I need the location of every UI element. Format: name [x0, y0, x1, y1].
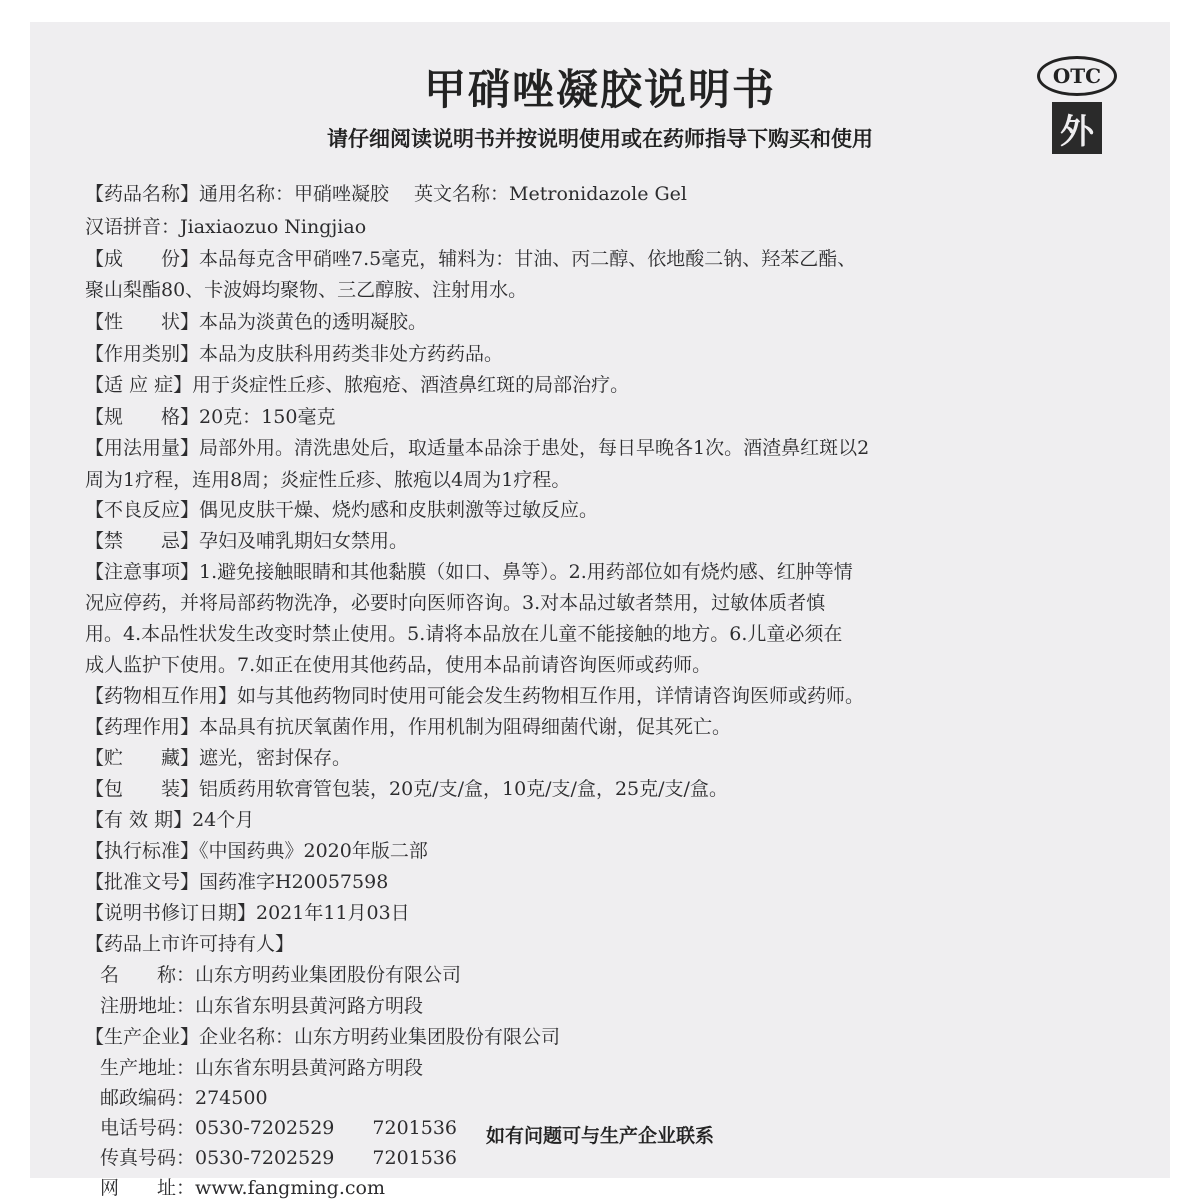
text-line: 【用法用量】局部外用。清洗患处后，取适量本品涂于患处，每日早晚各1次。酒渣鼻红斑以2 [85, 437, 870, 459]
text-line: 【作用类别】本品为皮肤科用药类非处方药药品。 [85, 343, 504, 365]
text-line: 【不良反应】偶见皮肤干燥、烧灼感和皮肤刺激等过敏反应。 [85, 499, 599, 521]
text-line: 邮政编码：274500 [100, 1087, 268, 1109]
text-line: 传真号码：0530-7202529 7201536 [100, 1147, 458, 1169]
text-line: 周为1疗程，连用8周；炎症性丘疹、脓疱以4周为1疗程。 [85, 469, 571, 491]
text-line: 【药物相互作用】如与其他药物同时使用可能会发生药物相互作用，详情请咨询医师或药师。 [85, 685, 865, 707]
otc-badge [1037, 56, 1117, 96]
external-use-label: 外 [1060, 111, 1094, 152]
text-line: 名 称：山东方明药业集团股份有限公司 [100, 964, 462, 986]
text-line: 【批准文号】国药准字H20057598 [85, 871, 389, 893]
text-line: 【药理作用】本品具有抗厌氧菌作用，作用机制为阻碍细菌代谢，促其死亡。 [85, 716, 732, 738]
otc-label: OTC [1052, 64, 1102, 88]
text-line: 【药品名称】通用名称：甲硝唑凝胶 英文名称：Metronidazole Gel [85, 183, 688, 205]
text-line: 况应停药，并将局部药物洗净，必要时向医师咨询。3.对本品过敏者禁用，过敏体质者慎 [85, 592, 826, 614]
text-line: 用。4.本品性状发生改变时禁止使用。5.请将本品放在儿童不能接触的地方。6.儿童必须在 [85, 623, 843, 645]
text-line: 【药品上市许可持有人】 [85, 933, 295, 955]
text-line: 【执行标准】《中国药典》2020年版二部 [85, 840, 428, 862]
text-line: 【贮 藏】遮光，密封保存。 [85, 747, 352, 769]
text-line: 【性 状】本品为淡黄色的透明凝胶。 [85, 311, 428, 333]
text-line: 成人监护下使用。7.如正在使用其他药品，使用本品前请咨询医师或药师。 [85, 654, 712, 676]
text-line: 聚山梨酯80、卡波姆均聚物、三乙醇胺、注射用水。 [85, 279, 528, 301]
text-line: 【有 效 期】24个月 [85, 809, 255, 831]
text-line: 网 址：www.fangming.com [100, 1177, 385, 1199]
leaflet-paper [30, 22, 1170, 1199]
text-line: 注册地址：山东省东明县黄河路方明段 [100, 995, 424, 1017]
document-title: 甲硝唑凝胶说明书 [423, 65, 776, 114]
text-line: 【包 装】铝质药用软膏管包装，20克/支/盒，10克/支/盒，25克/支/盒。 [85, 778, 728, 800]
text-line: 【适 应 症】用于炎症性丘疹、脓疱疮、酒渣鼻红斑的局部治疗。 [85, 374, 630, 396]
text-line: 【生产企业】企业名称：山东方明药业集团股份有限公司 [85, 1026, 561, 1048]
text-line: 汉语拼音：Jiaxiaozuo Ningjiao [85, 216, 367, 238]
text-line: 生产地址：山东省东明县黄河路方明段 [100, 1057, 424, 1079]
text-line: 【说明书修订日期】2021年11月03日 [85, 902, 410, 924]
text-line: 【注意事项】1.避免接触眼睛和其他黏膜（如口、鼻等）。2.用药部位如有烧灼感、红肿等情 [85, 561, 853, 583]
text-line: 电话号码：0530-7202529 7201536 [100, 1117, 458, 1139]
text-line: 【成 份】本品每克含甲硝唑7.5毫克，辅料为：甘油、丙二醇、依地酸二钠、羟苯乙酯、 [85, 248, 857, 270]
text-line: 【禁 忌】孕妇及哺乳期妇女禁用。 [85, 530, 409, 552]
text-line: 【规 格】20克：150毫克 [85, 406, 336, 428]
external-use-badge [1052, 102, 1102, 154]
footer-note: 如有问题可与生产企业联系 [485, 1125, 714, 1147]
document-subtitle: 请仔细阅读说明书并按说明使用或在药师指导下购买和使用 [327, 127, 873, 151]
